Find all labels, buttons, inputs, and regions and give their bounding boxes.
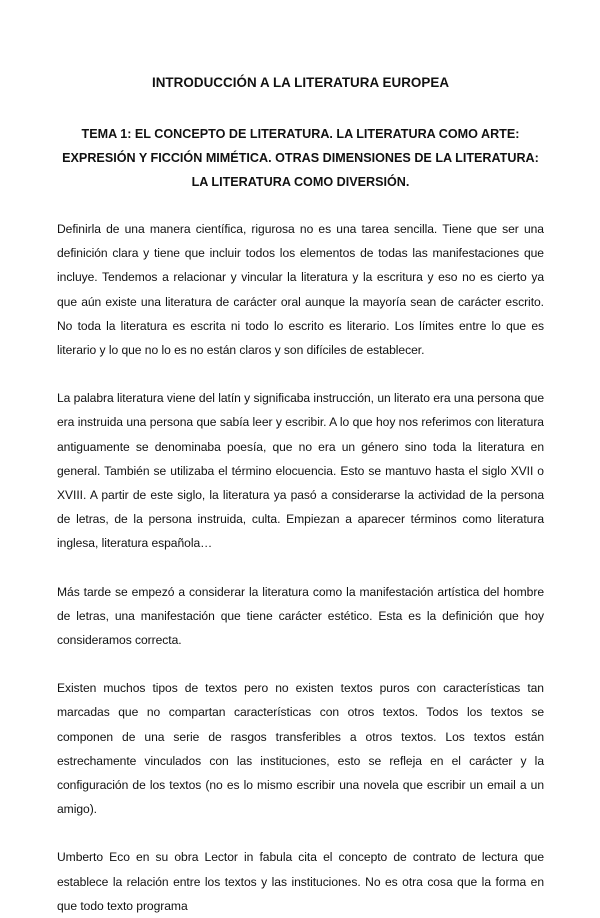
paragraph-etymology: La palabra literatura viene del latín y significaba instrucción, un literato era una persona que era instruida una persona que sabía leer y escribir. A lo que hoy nos referimos con literatura antiguamente se denominaba poesía, que no era un género sino toda la literatura en general. También se utilizaba el término elocuencia. Esto se mantuvo hasta el siglo XVII o XVIII. A partir de este siglo, la literatura ya pasó a considerarse la actividad de la persona de letras, de la persona instruida, culta. Empiezan a aparecer términos como literatura inglesa, literatura española… — [57, 391, 544, 551]
paragraph-artistic-manifestation: Más tarde se empezó a considerar la literatura como la manifestación artística del hombre de letras, una manifestación que tiene carácter estético. Esta es la definición que hoy consideramos correcta. — [57, 584, 544, 648]
document-title: INTRODUCCIÓN A LA LITERATURA EUROPEA — [151, 75, 450, 90]
paragraph-umberto-eco: Umberto Eco en su obra Lector in fabula cita el concepto de contrato de lectura que establece la relación entre los textos y las instituciones. No es otra cosa que la forma en que todo texto programa — [57, 850, 544, 913]
paragraph-text-types: Existen muchos tipos de textos pero no existen textos puros con características tan marcadas que no compartan características con otros textos. Todos los textos se componen de una serie de rasgos transferibles a otros textos. Los textos están estrechamente vinculados con las instituciones, esto se refleja en el carácter y la configuración de los textos (no es lo mismo escribir una novela que escribir un email a un amigo). — [57, 681, 544, 817]
paragraph-definition: Definirla de una manera científica, rigurosa no es una tarea sencilla. Tiene que ser una definición clara y tiene que incluir todos los elementos de todas las manifestaciones que incluye. Tendemos a relacionar y vincular la literatura y la escritura y eso no es cierto ya que aún existe una literatura de carácter oral aunque la mayoría sean de carácter escrito. No toda la literatura es escrita ni todo lo escrito es literario. Los límites entre lo que es literario y lo que no lo es no están claros y son difíciles de establecer. — [57, 222, 544, 358]
topic-heading: TEMA 1: EL CONCEPTO DE LITERATURA. LA LITERATURA COMO ARTE: EXPRESIÓN Y FICCIÓN MIMÉTICA. OTRAS DIMENSIONES DE LA LITERATURA: LA LITERATURA COMO DIVERSIÓN. — [62, 127, 539, 189]
